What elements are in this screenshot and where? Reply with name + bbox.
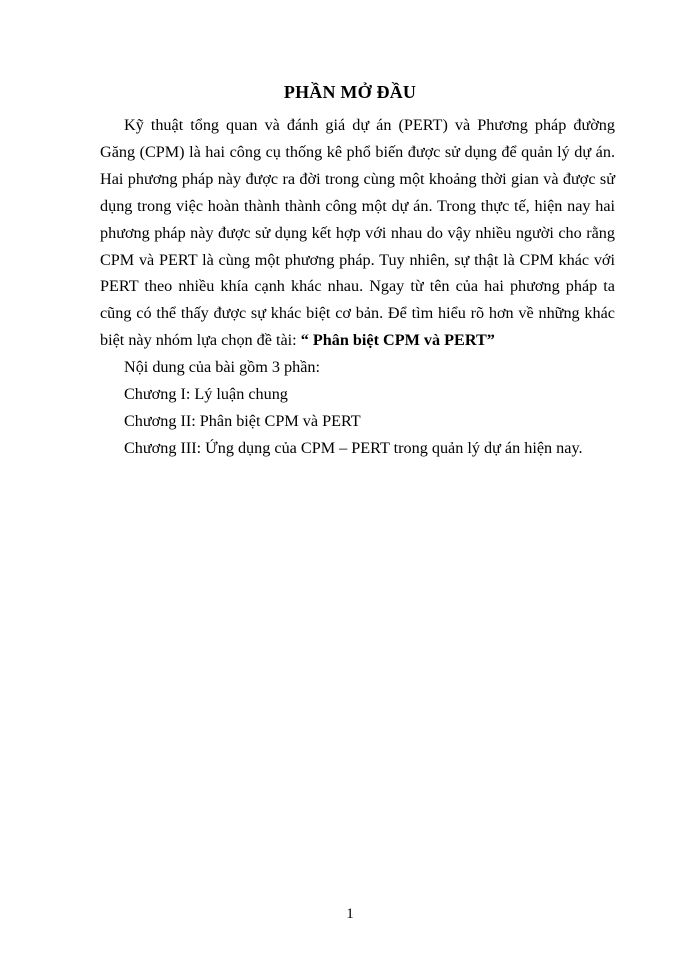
intro-paragraph [100, 112, 615, 354]
topic-title: “ Phân biệt CPM và PERT” [300, 331, 495, 350]
page-title: PHẦN MỞ ĐẦU [283, 82, 417, 102]
chapter-item: Chương II: Phân biệt CPM và PERT [124, 411, 361, 430]
contents-intro: Nội dung của bài gồm 3 phần: [124, 358, 321, 377]
intro-paragraph-text: Kỹ thuật tổng quan và đánh giá dự án (PERT) và Phương pháp đường Găng (CPM) là hai công cụ thống kê phổ biến được sử dụng để quản lý dự án. Hai phương pháp này được ra đời trong cùng một khoảng thời gian và được sử dụng trong việc hoàn thành thành công một dự án. Trong thực tế, hiện nay hai phương pháp này được sử dụng kết hợp với nhau do vậy nhiều người cho rằng CPM và PERT là cùng một phương pháp. Tuy nhiên, sự thật là CPM khác với PERT theo nhiều khía cạnh khác nhau. Ngay từ tên của hai phương pháp ta cũng có thể thấy được sự khác biệt cơ bản. Để tìm hiểu rõ hơn về những khác biệt này nhóm lựa chọn đề tài: [100, 116, 615, 350]
page-number: 1 [346, 906, 354, 922]
chapter-item: Chương I: Lý luận chung [124, 385, 288, 404]
chapter-item: Chương III: Ứng dụng của CPM – PERT trong quản lý dự án hiện nay. [124, 438, 583, 457]
document-body [100, 112, 615, 462]
